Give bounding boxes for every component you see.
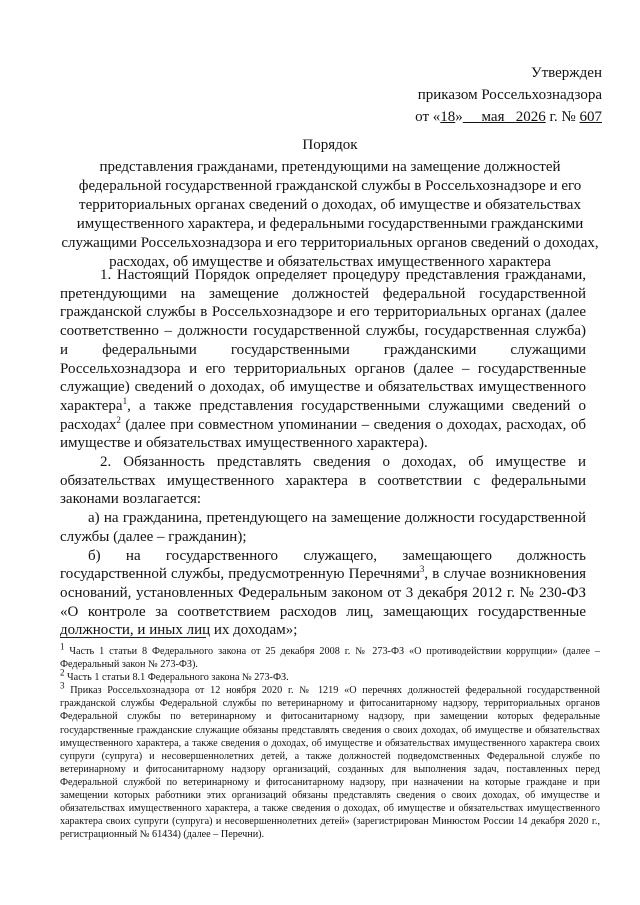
approval-date-line xyxy=(342,106,602,128)
approval-number: 607 xyxy=(579,109,602,125)
paragraph-1: 1. Настоящий Порядок определяет процедуру представления гражданами, претендующими на замещение должностей федеральной государственной гражданской службы в Россельхознадзоре и его территориальных органах (далее соответственно – должности государственной службы, государственная служба) и федеральными государственными гражданскими служащими Россельхознадзора и его территориальных органов (далее – государственные служащие) сведений о доходах, об имуществе и обязательствах имущественного характера$^1$, а также представления государственными служащими сведений о расходах$^2$ (далее при совместном упоминании – сведения о доходах, расходах, об имуществе и обязательствах имущественного характера). xyxy=(60,267,586,452)
footnote-separator xyxy=(60,637,206,638)
paragraph-2: 2. Обязанность представлять сведения о доходах, об имуществе и обязательствах имущественного характера в соответствии с федеральными законами возлагается: xyxy=(60,454,586,508)
approval-line-1: Утвержден xyxy=(530,65,602,81)
paragraph-2a: а) на гражданина, претендующего на замещение должности государственной службы (далее – гражданин); xyxy=(60,510,586,545)
approval-day: 18 xyxy=(440,109,456,125)
approval-line-2: приказом Россельхознадзора xyxy=(417,87,602,103)
document-body xyxy=(60,266,586,640)
footnote-2: $^2$ Часть 1 статьи 8.1 Федерального закона № 273-ФЗ. xyxy=(60,667,289,684)
footnotes xyxy=(60,641,600,841)
footnote-ref-3: 3 xyxy=(419,564,425,575)
day-close: » xyxy=(455,109,463,125)
document-title-text: представления гражданами, претендующими на замещение должностей федеральной государственной гражданской службы в Россельхознадзоре и его территориальных органах сведений о доходах, об имуществе и обязательствах имущественного характера, и федеральными государственными гражданскими служащими Россельхознадзора и его территориальных органов сведений о доходах, расходах, об имуществе и обязательствах имущественного характера xyxy=(61,159,599,270)
footnote-1: $^1$ Часть 1 статьи 8 Федерального закона от 25 декабря 2008 г. № 273-ФЗ «О противодействии коррупции» (далее – Федеральный закон № 273-ФЗ). xyxy=(60,641,600,671)
approval-year: 2026 xyxy=(515,109,546,125)
footnote-ref-2: 2 xyxy=(116,414,121,425)
approval-stamp xyxy=(342,62,602,128)
footnote-ref-1: 1 xyxy=(122,395,128,406)
approval-month: мая xyxy=(481,109,505,125)
footnote-3: $^3$ Приказ Россельхознадзора от 12 ноября 2020 г. № 1219 «О перечнях должностей федеральной государственной гражданской службы Федеральной службы по ветеринарному и фитосанитарному надзору, территориальных органов Федеральной службы по ветеринарному и фитосанитарному надзору, при замещении которых федеральные государственные гражданские служащие обязаны представлять сведения о своих доходах, об имуществе и обязательствах имущественного характера, а также сведения о доходах, об имуществе и обязательствах имущественного характера своих супруги (супруга) и несовершеннолетних детей, а также должностей подведомственных Федеральной службе по ветеринарному и фитосанитарному надзору организаций, созданных для выполнения задач, поставленных перед Федеральной службой по ветеринарному и фитосанитарному надзору, при назначении на которые граждане и при замещении которых работники этих организаций обязаны представлять сведения о своих доходах, об имуществе и обязательствах имущественного характера, а также сведения о доходах, об имуществе и обязательствах имущественного характера своих супруги (супруга) и несовершеннолетних детей» (зарегистрирован Минюстом России 14 декабря 2020 г., регистрационный № 61434) (далее – Перечни). xyxy=(60,680,600,841)
year-suffix: г. № xyxy=(545,109,576,125)
document-title xyxy=(60,136,600,272)
paragraph-2b: б) на государственного служащего, замещающего должность государственной службы, предусмотренную Перечнями$^3$, в случае возникновения оснований, установленных Федеральным законом от 3 декабря 2012 г. № 230-ФЗ «О контроле за соответствием расходов лиц, замещающих государственные должности, и иных лиц их доходам»; xyxy=(60,547,586,639)
date-prefix: от « xyxy=(415,109,441,125)
document-kind: Порядок xyxy=(302,137,358,153)
